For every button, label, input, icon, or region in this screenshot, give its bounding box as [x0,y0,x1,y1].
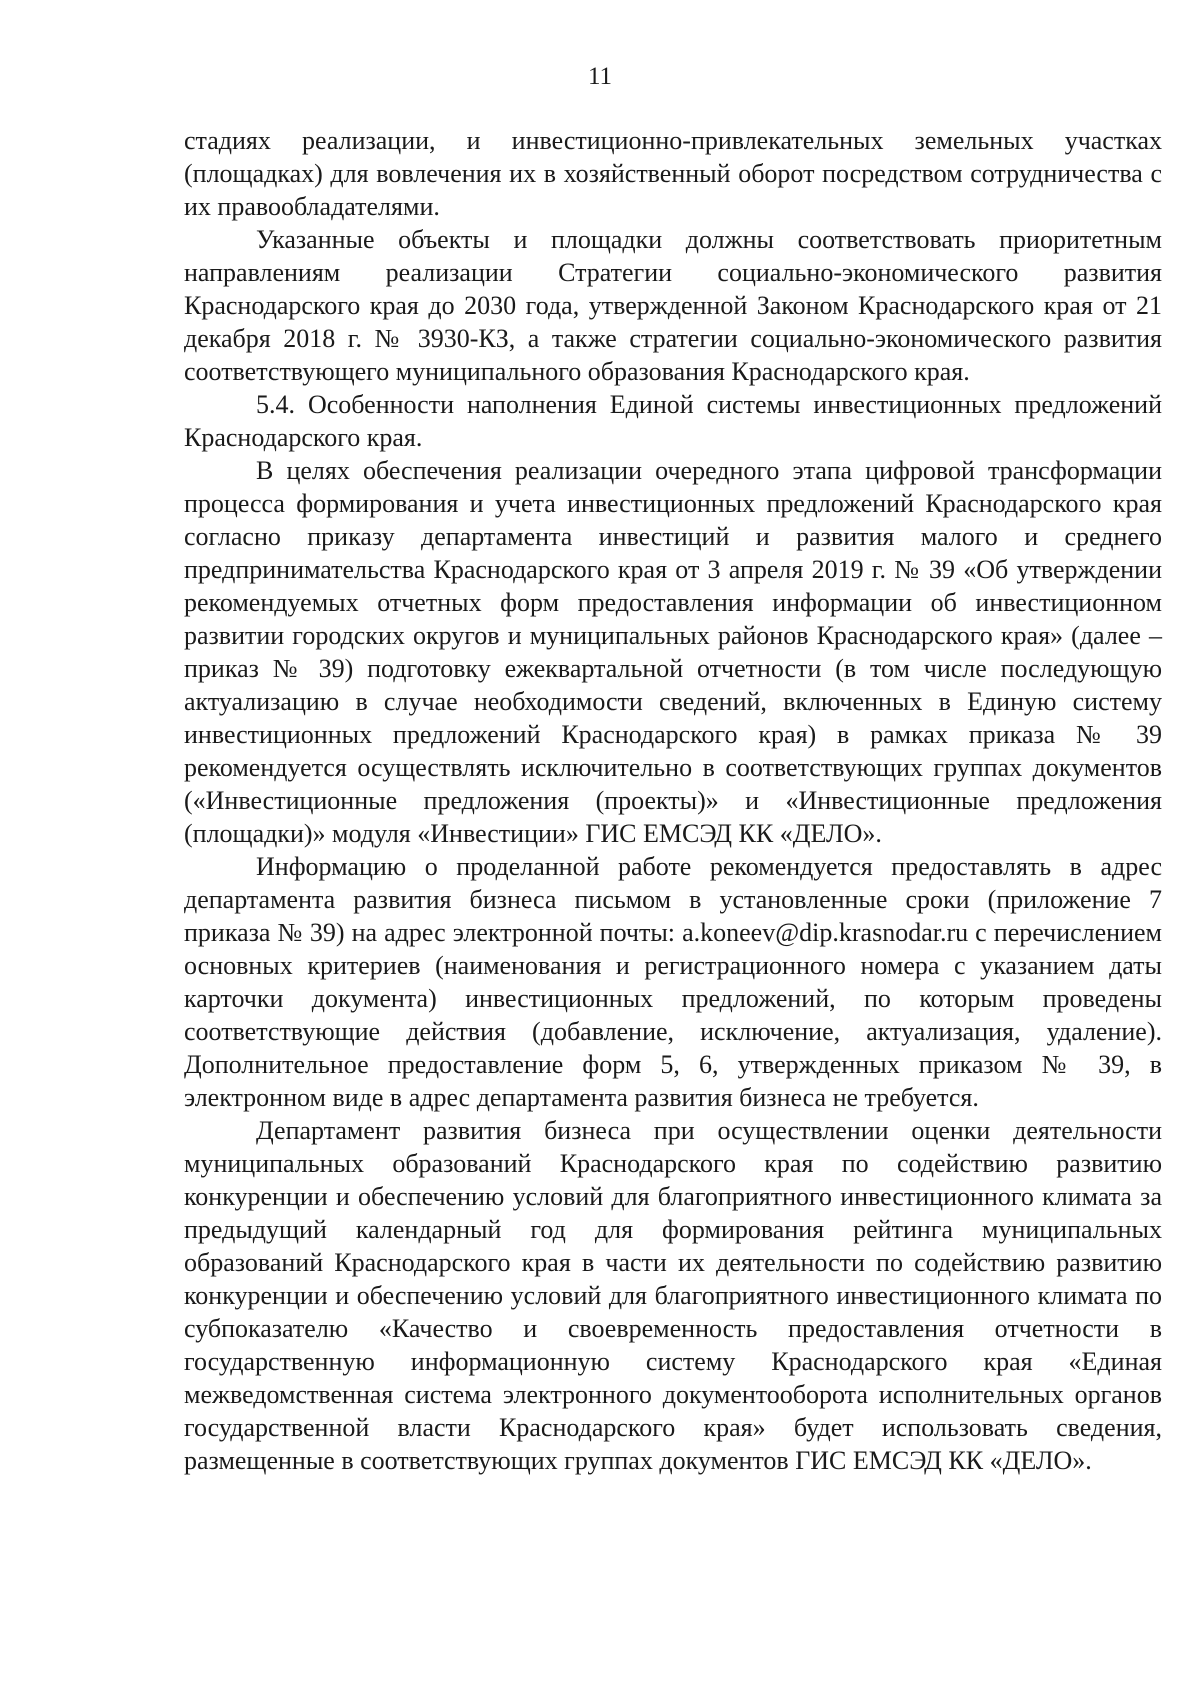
paragraph-digital-transformation: В целях обеспечения реализации очередного этапа цифровой трансформации процесса формирования и учета инвестиционных предложений Краснодарского края согласно приказу департамента инвестиций и развития малого и среднего предпринимательства Краснодарского края от 3 апреля 2019 г. № 39 «Об утверждении рекомендуемых отчетных форм предоставления информации об инвестиционном развитии городских округов и муниципальных районов Краснодарского края» (далее – приказ № 39) подготовку ежеквартальной отчетности (в том числе последующую актуализацию в случае необходимости сведений, включенных в Единую систему инвестиционных предложений Краснодарского края) в рамках приказа № 39 рекомендуется осуществлять исключительно в соответствующих группах документов («Инвестиционные предложения (проекты)» и «Инвестиционные предложения (площадки)» модуля «Инвестиции» ГИС ЕМСЭД КК «ДЕЛО». [184,456,1162,848]
paragraph-continuation: стадиях реализации, и инвестиционно-привлекательных земельных участках (площадках) для вовлечения их в хозяйственный оборот посредством сотрудничества с их правообладателями. [184,126,1162,221]
section-heading-5-4: 5.4. Особенности наполнения Единой системы инвестиционных предложений Краснодарского края. [184,390,1162,452]
paragraph-department-assessment: Департамент развития бизнеса при осуществлении оценки деятельности муниципальных образований Краснодарского края по содействию развитию конкуренции и обеспечению условий для благоприятного инвестиционного климата за предыдущий календарный год для формирования рейтинга муниципальных образований Краснодарского края в части их деятельности по содействию развитию конкуренции и обеспечению условий для благоприятного инвестиционного климата по субпоказателю «Качество и своевременность предоставления отчетности в государственную информационную систему Краснодарского края «Единая межведомственная система электронного документооборота исполнительных органов государственной власти Краснодарского края» будет использовать сведения, размещенные в соответствующих группах документов ГИС ЕМСЭД КК «ДЕЛО». [184,1116,1162,1475]
document-body [184,124,1162,1477]
paragraph-priority-directions: Указанные объекты и площадки должны соответствовать приоритетным направлениям реализации Стратегии социально-экономического развития Краснодарского края до 2030 года, утвержденной Законом Краснодарского края от 21 декабря 2018 г. № 3930-КЗ, а также стратегии социально-экономического развития соответствующего муниципального образования Краснодарского края. [184,225,1162,386]
paragraph-reporting-info: Информацию о проделанной работе рекомендуется предоставлять в адрес департамента развития бизнеса письмом в установленные сроки (приложение 7 приказа № 39) на адрес электронной почты: a.koneev@dip.krasnodar.ru с перечислением основных критериев (наименования и регистрационного номера с указанием даты карточки документа) инвестиционных предложений, по которым проведены соответствующие действия (добавление, исключение, актуализация, удаление). Дополнительное предоставление форм 5, 6, утвержденных приказом № 39, в электронном виде в адрес департамента развития бизнеса не требуется. [184,852,1162,1112]
page-number: 11 [587,63,613,90]
